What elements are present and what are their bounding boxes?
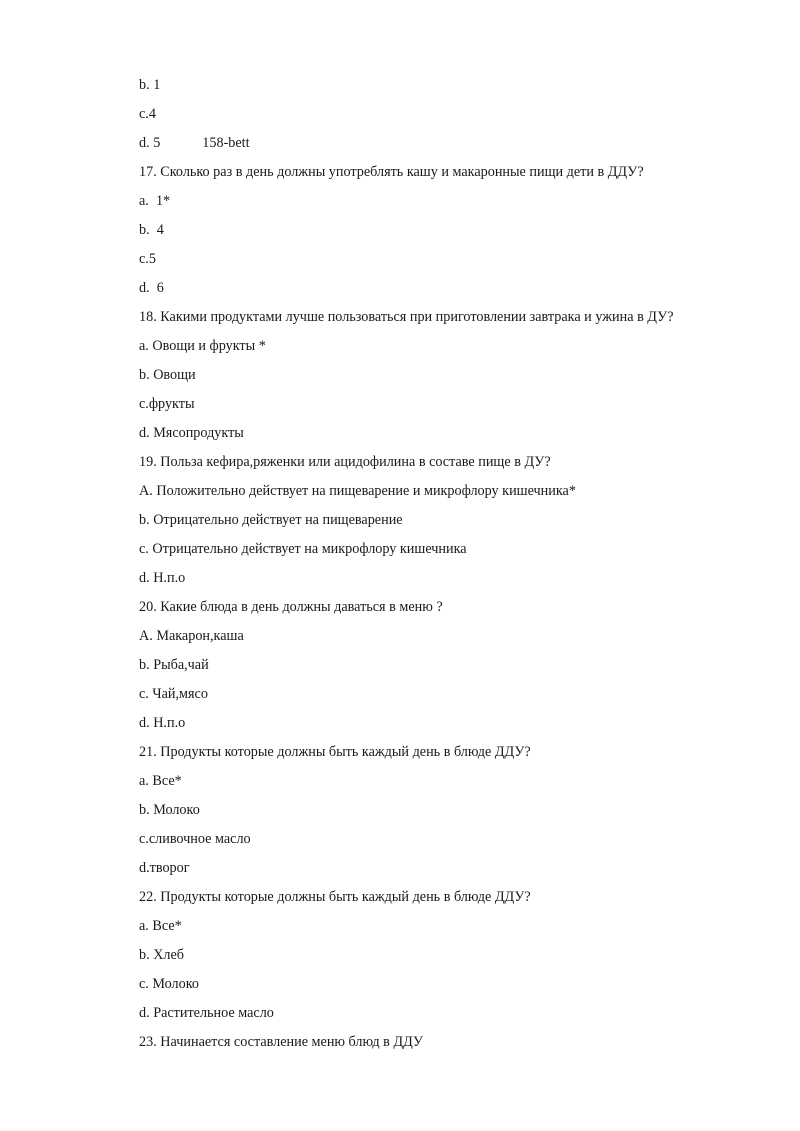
answer-option: b. Рыба,чай — [139, 657, 209, 673]
answer-option: d.творог — [139, 860, 190, 876]
answer-option: d. 6 — [139, 280, 164, 296]
answer-option: b. 4 — [139, 222, 164, 238]
answer-option: c.сливочное масло — [139, 831, 251, 847]
answer-option: b. Овощи — [139, 367, 196, 383]
document-body — [139, 74, 739, 1060]
answer-option: a. Овощи и фрукты * — [139, 338, 266, 354]
text-line: b. 1 — [139, 77, 161, 93]
answer-option: a. 1* — [139, 193, 171, 209]
text-line: c.4 — [139, 106, 156, 122]
answer-option: c.фрукты — [139, 396, 195, 412]
question-23: 23. Начинается составление меню блюд в ДДУ — [139, 1034, 423, 1050]
question-18: 18. Какими продуктами лучше пользоваться при приготовлении завтрака и ужина в ДУ? — [139, 309, 674, 325]
answer-option: c.5 — [139, 251, 156, 267]
answer-option: c. Отрицательно действует на микрофлору кишечника — [139, 541, 467, 557]
answer-option: a. Все* — [139, 918, 182, 934]
question-22: 22. Продукты которые должны быть каждый день в блюде ДДУ? — [139, 889, 531, 905]
answer-option: A. Положительно действует на пищеварение и микрофлору кишечника* — [139, 483, 576, 499]
answer-option: d. Н.п.о — [139, 715, 186, 731]
answer-option: b. Молоко — [139, 802, 200, 818]
answer-option: A. Макарон,каша — [139, 628, 244, 644]
question-17: 17. Сколько раз в день должны употреблять кашу и макаронные пищи дети в ДДУ? — [139, 164, 644, 180]
question-20: 20. Какие блюда в день должны даваться в меню ? — [139, 599, 443, 615]
answer-option: b. Хлеб — [139, 947, 185, 963]
answer-option: a. Все* — [139, 773, 182, 789]
answer-option: d. Мясопродукты — [139, 425, 244, 441]
answer-option: c. Чай,мясо — [139, 686, 208, 702]
answer-option: d. Н.п.о — [139, 570, 186, 586]
question-19: 19. Польза кефира,ряженки или ацидофилина в составе пище в ДУ? — [139, 454, 551, 470]
answer-option: d. Растительное масло — [139, 1005, 274, 1021]
text-line-label: d. 5 — [139, 135, 161, 151]
question-21: 21. Продукты которые должны быть каждый день в блюде ДДУ? — [139, 744, 531, 760]
answer-option: b. Отрицательно действует на пищеварение — [139, 512, 403, 528]
answer-option: c. Молоко — [139, 976, 199, 992]
text-line — [139, 132, 739, 161]
page-marker: 158-bett — [202, 135, 250, 151]
